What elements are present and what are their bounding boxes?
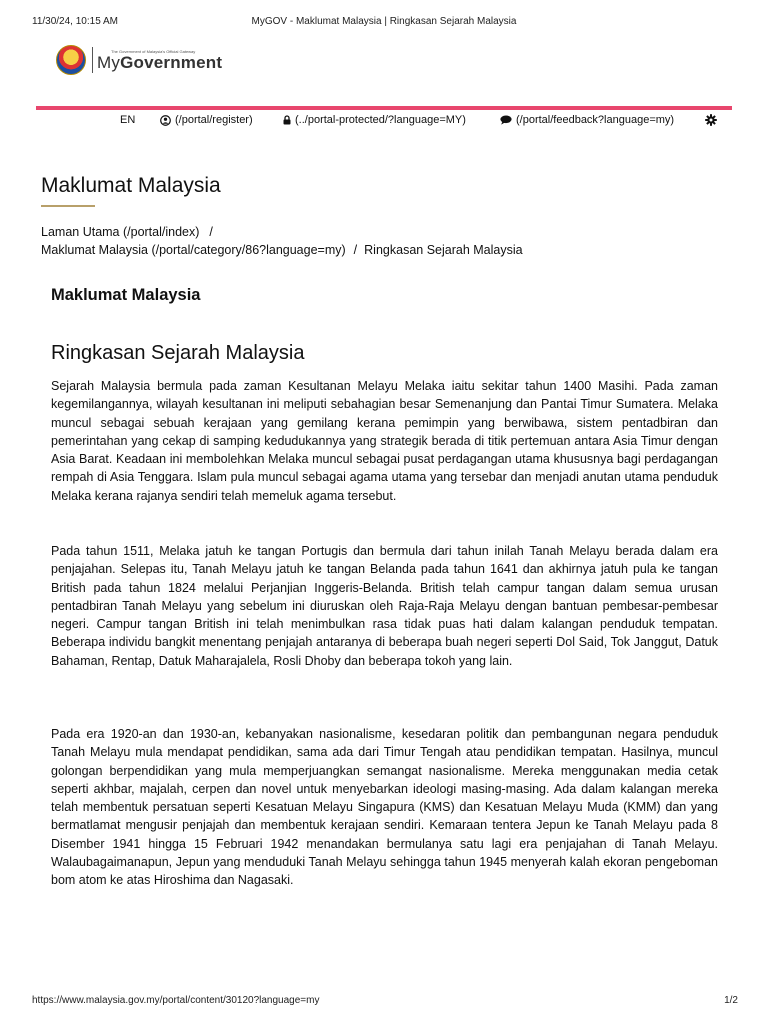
article-paragraph: Pada era 1920-an dan 1930-an, kebanyakan nasionalisme, kesedaran politik dan pembangunan negara penduduk Tanah Melayu mula mendapat pendidikan, sama ada dari Timur Tengah atau pendidikan tempatan. Hasilnya, muncul golongan berpendidikan yang mula memperjuangkan semangat nasionalisme. Mereka menggunakan media cetak seperti akhbar, majalah, cerpen dan novel untuk menyebarkan ideologi masing-masing. Ada dalam kalangan mereka telah membentuk persatuan seperti Kesatuan Melayu Singapura (KMS) dan Kesatuan Melayu Muda (KMM) dan yang bermatlamat mengusir penjajah dan membentuk kerajaan sendiri. Kemaraan tentera Jepun ke Tanah Melayu pada 8 Disember 1941 hingga 15 Februari 1942 menandakan bermulanya satu lagi era penjajahan di Tanah Melayu. Walaubagaimanapun, Jepun yang menduduki Tanah Melayu sehingga tahun 1945 menyerah kalah ekoran pengeboman bom atom ke atas Hiroshima dan Nagasaki. (51, 727, 718, 888)
mygovernment-logo[interactable] (56, 44, 222, 76)
print-footer (32, 995, 738, 1009)
print-page-number: 1/2 (724, 995, 738, 1006)
breadcrumb-separator: / (209, 225, 213, 239)
breadcrumb-current: Ringkasan Sejarah Malaysia (364, 243, 523, 257)
gear-icon (705, 114, 717, 126)
register-link[interactable] (160, 114, 253, 126)
settings-button[interactable] (705, 114, 721, 126)
header-accent-bar (36, 106, 732, 110)
page-heading: Maklumat Malaysia (41, 174, 221, 197)
top-navigation (120, 114, 720, 128)
print-header (32, 16, 736, 30)
logo-divider (92, 47, 93, 73)
register-link-label: (/portal/register) (175, 114, 253, 126)
breadcrumb-category-link[interactable]: Maklumat Malaysia (/portal/category/86?language=my) (41, 243, 346, 257)
logo-name-prefix: My (97, 52, 121, 72)
protected-portal-link[interactable] (283, 114, 466, 126)
language-link[interactable]: EN (120, 114, 136, 126)
user-circle-icon (160, 115, 171, 126)
protected-portal-link-label: (../portal-protected/?language=MY) (295, 114, 466, 126)
logo-tagline: The Government of Malaysia's Official Gateway (111, 48, 196, 54)
lock-icon (283, 115, 291, 125)
article-paragraph: Pada tahun 1511, Melaka jatuh ke tangan Portugis dan bermula dari tahun inilah Tanah Melayu berada dalam era penjajahan. Selepas itu, Tanah Melayu jatuh ke tangan Belanda pada tahun 1641 dan akhirnya jatuh pula ke tangan British pada tahun 1824 melalui Perjanjian Inggeris-Belanda. British telah campur tangan dalam semua urusan pentadbiran Tanah Melayu yang sebelum ini diuruskan oleh Raja-Raja Melayu dengan bantuan pembesar-pembesar negeri. Campur tangan British ini telah menimbulkan rasa tidak puas hati dalam kalangan penduduk tempatan. Beberapa individu bangkit menentang penjajah antaranya di beberapa buah negeri seperti Dol Said, Tok Janggut, Datuk Bahaman, Rentap, Datuk Maharajalela, Rosli Dhoby dan beberapa tokoh yang lain. (51, 544, 718, 668)
breadcrumb-home-link[interactable]: Laman Utama (/portal/index) (41, 225, 200, 239)
article-paragraph: Sejarah Malaysia bermula pada zaman Kesultanan Melayu Melaka iaitu sekitar tahun 1400 Masihi. Pada zaman kegemilangannya, wilayah kesultanan ini meliputi sebahagian besar Semenanjung dan Pantai Timur Sumatera. Melaka muncul sebagai sebuah kerajaan yang gemilang kerana pemimpin yang berwibawa, sistem pentadbiran dan pemerintahan yang cekap di samping kedudukannya yang strategik berada di titik pertemuan antara Asia Timur dengan Asia Barat. Keadaan ini membolehkan Melaka muncul sebagai pusat perdagangan utama khususnya bagi perdagangan rempah di Asia Tenggara. Islam pula muncul sebagai agama utama yang tersebar dan menjadi anutan utama penduduk Melaka kerana rajanya sendiri telah memeluk agama tersebut. (51, 379, 718, 503)
comment-icon (500, 115, 512, 125)
section-title: Maklumat Malaysia (51, 286, 201, 304)
heading-underline (41, 205, 95, 207)
print-page-url: https://www.malaysia.gov.my/portal/content/30120?language=my (32, 995, 320, 1006)
article-title: Ringkasan Sejarah Malaysia (51, 342, 305, 364)
print-document-title: MyGOV - Maklumat Malaysia | Ringkasan Sejarah Malaysia (251, 16, 517, 27)
feedback-link-label: (/portal/feedback?language=my) (516, 114, 675, 126)
breadcrumb-separator: / (353, 243, 358, 257)
malaysia-crest-icon (56, 45, 86, 75)
logo-name (97, 54, 222, 71)
feedback-link[interactable] (500, 114, 674, 126)
breadcrumb (41, 223, 721, 259)
logo-text (97, 50, 222, 71)
print-timestamp: 11/30/24, 10:15 AM (32, 16, 118, 27)
logo-name-main: Government (120, 52, 223, 72)
